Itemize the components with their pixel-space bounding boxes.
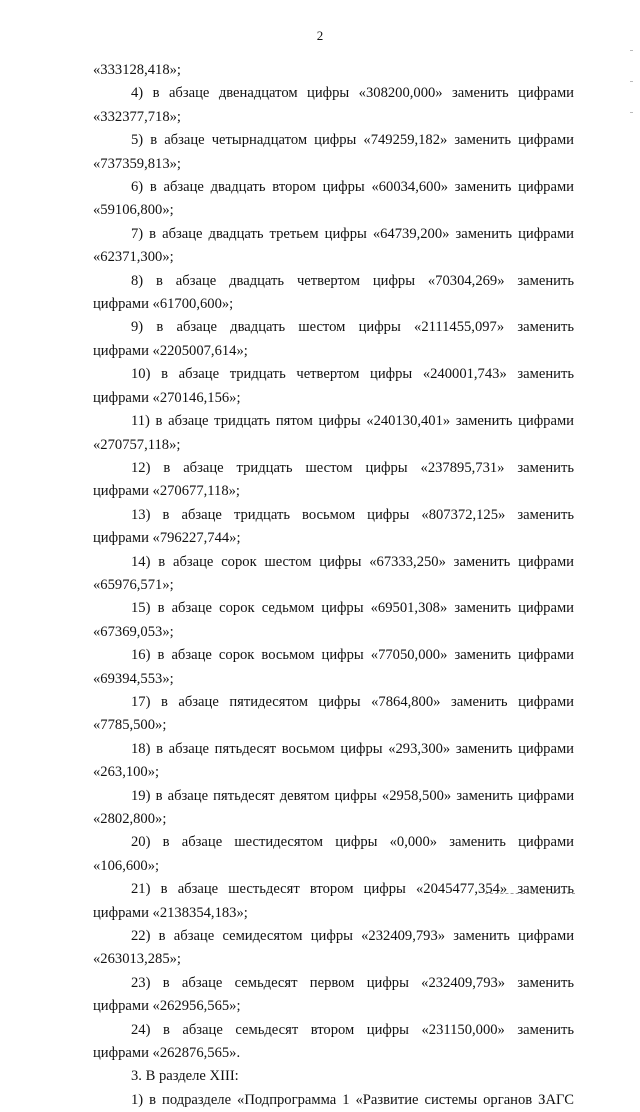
text-line: 5) в абзаце четырнадцатом цифры «749259,182» заменить цифрами bbox=[131, 132, 574, 149]
text-line: «62371,300»; bbox=[93, 249, 174, 266]
text-line: 8) в абзаце двадцать четвертом цифры «70304,269» заменить bbox=[131, 272, 574, 289]
text-line: цифрами «796227,744»; bbox=[93, 530, 241, 547]
text-line: 1) в подразделе «Подпрограмма 1 «Развитие системы органов ЗАГС bbox=[131, 1091, 574, 1108]
margin-marks bbox=[630, 50, 634, 143]
text-line: цифрами «262956,565»; bbox=[93, 998, 241, 1015]
section-heading: 3. В разделе XIII: bbox=[131, 1068, 239, 1085]
text-line: цифрами «270146,156»; bbox=[93, 389, 241, 406]
text-line: 17) в абзаце пятидесятом цифры «7864,800» заменить цифрами bbox=[131, 693, 574, 710]
text-line: 15) в абзаце сорок седьмом цифры «69501,308» заменить цифрами bbox=[131, 600, 574, 617]
text-line: 19) в абзаце пятьдесят девятом цифры «2958,500» заменить цифрами bbox=[131, 787, 574, 804]
text-line: 12) в абзаце тридцать шестом цифры «237895,731» заменить bbox=[131, 459, 574, 476]
text-line: 10) в абзаце тридцать четвертом цифры «240001,743» заменить bbox=[131, 366, 574, 383]
text-line: 22) в абзаце семидесятом цифры «232409,793» заменить цифрами bbox=[131, 928, 574, 945]
margin-tick bbox=[630, 81, 633, 82]
text-line: 7) в абзаце двадцать третьем цифры «64739,200» заменить цифрами bbox=[131, 225, 574, 242]
document-body bbox=[93, 59, 574, 1112]
text-line: 4) в абзаце двенадцатом цифры «308200,000» заменить цифрами bbox=[131, 85, 574, 102]
footer-mark bbox=[485, 893, 575, 896]
margin-tick bbox=[630, 112, 633, 113]
text-line: цифрами «61700,600»; bbox=[93, 296, 234, 313]
text-line: цифрами «2138354,183»; bbox=[93, 904, 248, 921]
text-line: цифрами «2205007,614»; bbox=[93, 342, 248, 359]
text-line: «332377,718»; bbox=[93, 108, 181, 125]
text-line: цифрами «270677,118»; bbox=[93, 483, 240, 500]
margin-tick bbox=[630, 50, 633, 51]
text-line: «65976,571»; bbox=[93, 576, 174, 593]
page-number: 2 bbox=[316, 28, 324, 43]
text-line: «59106,800»; bbox=[93, 202, 174, 219]
text-line: 23) в абзаце семьдесят первом цифры «232409,793» заменить bbox=[131, 974, 574, 991]
text-line: «263,100»; bbox=[93, 764, 160, 781]
text-line: 11) в абзаце тридцать пятом цифры «240130,401» заменить цифрами bbox=[131, 413, 574, 430]
text-line: 21) в абзаце шестьдесят втором цифры «2045477,354» заменить bbox=[131, 881, 574, 898]
text-line: 6) в абзаце двадцать втором цифры «60034,600» заменить цифрами bbox=[131, 179, 574, 196]
text-line: «333128,418»; bbox=[93, 62, 181, 78]
text-line: цифрами «262876,565». bbox=[93, 1045, 241, 1062]
text-line: 16) в абзаце сорок восьмом цифры «77050,000» заменить цифрами bbox=[131, 647, 574, 664]
text-line: 18) в абзаце пятьдесят восьмом цифры «293,300» заменить цифрами bbox=[131, 740, 574, 757]
text-line: «270757,118»; bbox=[93, 436, 181, 453]
text-line: «67369,053»; bbox=[93, 623, 174, 640]
text-line: 24) в абзаце семьдесят втором цифры «231150,000» заменить bbox=[131, 1021, 574, 1038]
text-line: 20) в абзаце шестидесятом цифры «0,000» заменить цифрами bbox=[131, 834, 574, 851]
text-line: «2802,800»; bbox=[93, 811, 167, 827]
text-line: «7785,500»; bbox=[93, 717, 167, 734]
text-line: «106,600»; bbox=[93, 857, 160, 874]
text-line: 9) в абзаце двадцать шестом цифры «2111455,097» заменить bbox=[131, 319, 574, 336]
text-line: 13) в абзаце тридцать восьмом цифры «807372,125» заменить bbox=[131, 506, 574, 523]
text-line: 14) в абзаце сорок шестом цифры «67333,250» заменить цифрами bbox=[131, 553, 574, 570]
text-line: «737359,813»; bbox=[93, 155, 181, 172]
text-line: «69394,553»; bbox=[93, 670, 174, 687]
text-line: «263013,285»; bbox=[93, 951, 181, 968]
